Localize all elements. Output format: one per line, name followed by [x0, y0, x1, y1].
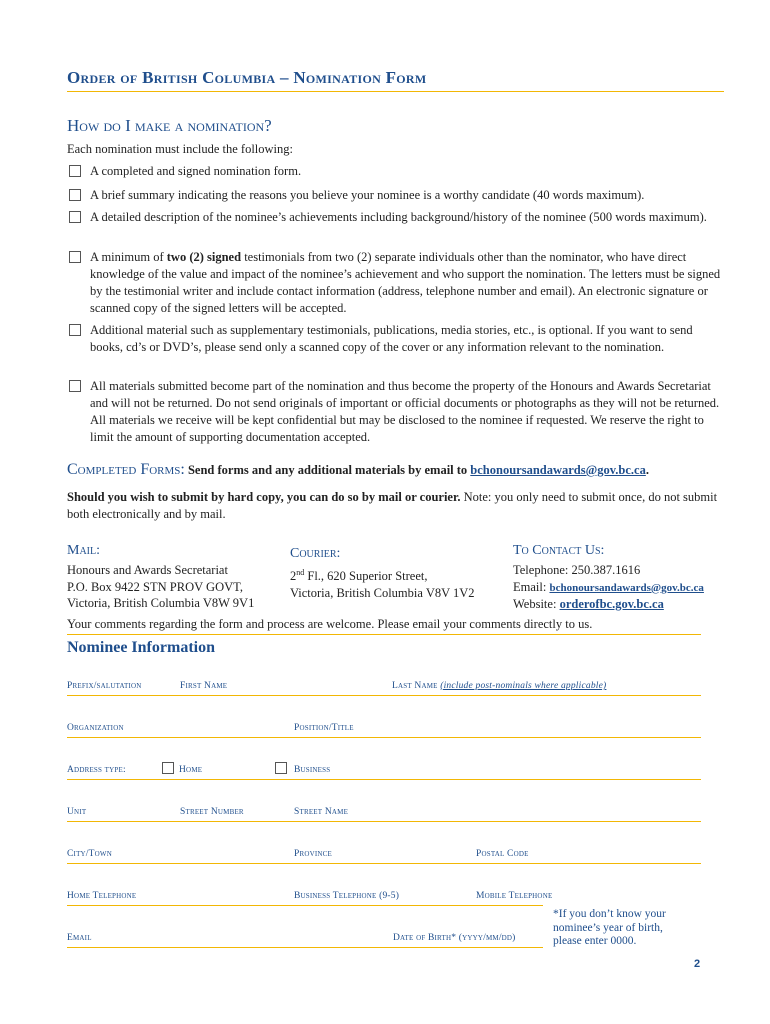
how-heading: How do I make a nomination?	[67, 116, 272, 135]
organization-label: Organization	[67, 723, 124, 733]
email-label: Email	[67, 933, 92, 943]
hardcopy-note: Should you wish to submit by hard copy, you can do so by mail or courier. Note: you only need to submit once, do not submit both electronically and by mail.	[67, 490, 718, 521]
title-divider	[67, 91, 724, 92]
prefix-field[interactable]	[67, 695, 701, 696]
checkbox[interactable]	[69, 211, 81, 223]
street-name-label: Street Name	[294, 807, 349, 817]
checkbox[interactable]	[69, 380, 81, 392]
checklist-item	[69, 249, 724, 317]
courier-label: Courier:	[290, 546, 341, 561]
email-field[interactable]	[67, 947, 543, 948]
checkbox[interactable]	[69, 251, 81, 263]
section-divider	[67, 634, 701, 635]
checklist-text: A completed and signed nomination form.	[90, 164, 302, 178]
checklist-item	[69, 378, 724, 446]
last-name-label: Last Name (include post-nominals where applicable)	[392, 681, 607, 691]
contact-info: Telephone: 250.387.1616 Email: bchonoursandawards@gov.bc.ca Website: orderofbc.gov.bc.ca	[513, 563, 704, 611]
home-label: Home	[179, 765, 203, 775]
business-telephone-label: Business Telephone (9-5)	[294, 891, 400, 901]
address-type-field	[67, 779, 701, 780]
checklist-item	[69, 209, 724, 226]
completed-forms: Completed Forms: Send forms and any additional materials by email to bchonoursandawards@gov.bc.ca.	[67, 461, 649, 478]
intro-text: Each nomination must include the following:	[67, 142, 294, 156]
position-label: Position/Title	[294, 723, 354, 733]
contact-label: To Contact Us:	[513, 543, 605, 558]
mail-address: Honours and Awards Secretariat P.O. Box 9422 STN PROV GOVT, Victoria, British Columbia V8W 9V1	[67, 563, 255, 610]
checkbox[interactable]	[69, 324, 81, 336]
home-checkbox[interactable]	[162, 762, 174, 774]
contact-email-link[interactable]: bchonoursandawards@gov.bc.ca	[549, 581, 704, 594]
nominee-heading: Nominee Information	[67, 639, 215, 656]
checklist-text: Additional material such as supplementary testimonials, publications, media stories, etc., is optional. If you want to send books, cd’s or DVD’s, please send only a scanned copy of the cover or any information relevant to the nomination.	[90, 323, 693, 354]
mobile-telephone-label: Mobile Telephone	[476, 891, 553, 901]
checklist-text: A detailed description of the nominee’s achievements including background/history of the nominee (500 words maximum).	[90, 210, 707, 224]
page-title: Order of British Columbia – Nomination Form	[67, 68, 427, 87]
checkbox[interactable]	[69, 165, 81, 177]
birth-year-footnote: *If you don’t know your nominee’s year of birth, please enter 0000.	[553, 908, 666, 947]
checklist-text: All materials submitted become part of the nomination and thus become the property of the Honours and Awards Secretariat and will not be returned. Do not send originals of important or official documents or photographs as they will not be returned. All materials we receive will be kept confidential but may be disclosed to the nominee if requested. We reserve the right to limit the amount of supporting documentation accepted.	[90, 379, 720, 444]
street-field[interactable]	[67, 821, 701, 822]
business-label: Business	[294, 765, 331, 775]
telephone-field[interactable]	[67, 905, 543, 906]
mail-label: Mail:	[67, 543, 100, 558]
email-link[interactable]: bchonoursandawards@gov.bc.ca	[470, 463, 646, 477]
checklist-text: A brief summary indicating the reasons you believe your nominee is a worthy candidate (40 words maximum).	[90, 188, 645, 202]
first-name-label: First Name	[180, 681, 228, 691]
date-of-birth-label: Date of Birth* (yyyy/mm/dd)	[393, 933, 516, 943]
postal-code-label: Postal Code	[476, 849, 529, 859]
province-label: Province	[294, 849, 332, 859]
city-label: City/Town	[67, 849, 112, 859]
checkbox[interactable]	[69, 189, 81, 201]
street-number-label: Street Number	[180, 807, 244, 817]
prefix-label: Prefix/salutation	[67, 681, 142, 691]
checklist-item	[69, 322, 724, 356]
courier-address: 2nd Fl., 620 Superior Street, Victoria, British Columbia V8V 1V2	[290, 568, 475, 600]
website-link[interactable]: orderofbc.gov.bc.ca	[559, 597, 664, 611]
unit-label: Unit	[67, 807, 87, 817]
checklist-item	[69, 187, 724, 204]
page-number: 2	[694, 958, 701, 970]
checklist-text: A minimum of two (2) signed testimonials from two (2) separate individuals other than the nominator, who have direct knowledge of the value and impact of the nominee’s achievement and who support the nomination. The letters must be signed by the testimonial writer and include contact information (address, telephone number and email). An electronic signature or scanned copy of the signed letters will be accepted.	[90, 250, 721, 315]
home-telephone-label: Home Telephone	[67, 891, 137, 901]
comments-note: Your comments regarding the form and process are welcome. Please email your comments directly to us.	[67, 617, 593, 631]
address-type-label: Address type:	[67, 765, 126, 775]
checklist-item	[69, 163, 724, 180]
completed-forms-label: Completed Forms:	[67, 461, 185, 478]
city-field[interactable]	[67, 863, 701, 864]
business-checkbox[interactable]	[275, 762, 287, 774]
organization-field[interactable]	[67, 737, 701, 738]
